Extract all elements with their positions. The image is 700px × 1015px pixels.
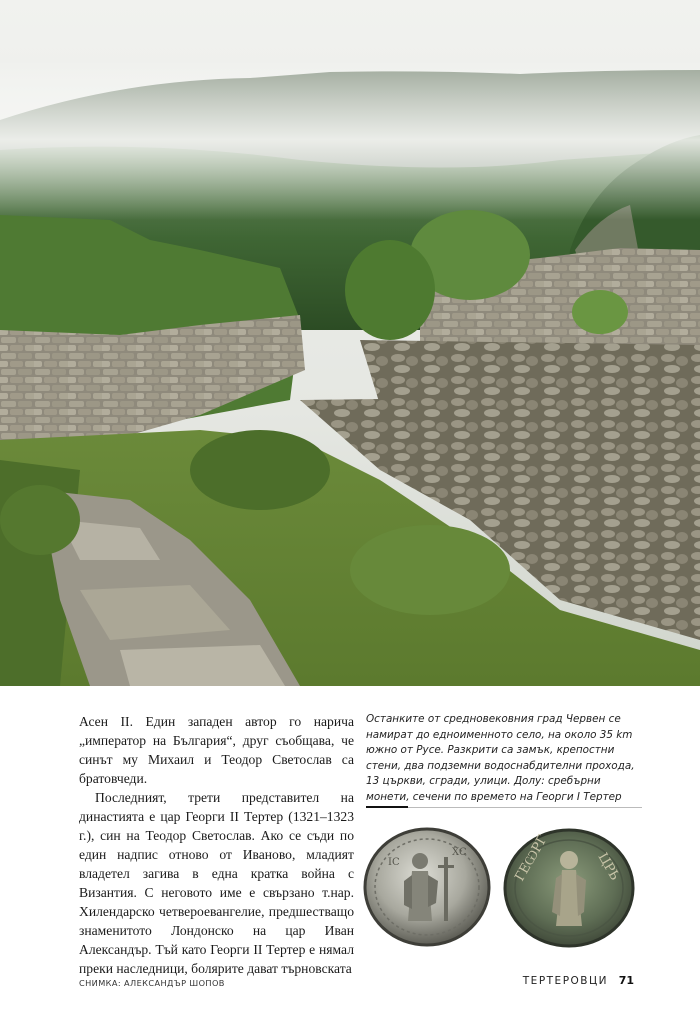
svg-text:ГЕѠРГ: ГЕѠРГ — [512, 832, 551, 884]
article-body — [79, 712, 354, 978]
photo-credit: СНИМКА: АЛЕКСАНДЪР ШОПОВ — [79, 978, 225, 988]
coin-reverse-image — [500, 826, 638, 950]
svg-text:ЦРЬ: ЦРЬ — [594, 850, 622, 883]
svg-text:IC: IC — [388, 857, 400, 868]
page-number: 71 — [618, 974, 634, 987]
caption-divider — [366, 806, 408, 808]
svg-text:XC: XC — [452, 847, 467, 858]
photo-caption: Останките от средновековния град Червен се намират до едноименното село, на около 35 km южно от Русе. Разкрити са замък, крепостни стени, два подземни водоснабдителни прохода, 13 църкви, сгради, улици. Долу: сребърни монети, сечени по времето на Георги I Тертер — [366, 713, 635, 803]
body-paragraph-2: Последният, трети представител на династията е цар Георги II Тертер (1321–1323 г.), син на Теодор Светослав. Ако се съди по един надпис отново от Иваново, младият владетел загива в една кратка война с Византия. С неговото име е свързано т.нар. Хилендарско четвероевангелие, предшестващо знаменитото Лондонско на цар Иван Александър. Тъй като Георги II Тертер е нямал преки наследници, болярите дават търновската — [79, 790, 354, 976]
section-title: ТЕРТЕРОВЦИ — [522, 975, 608, 987]
caption-divider-thin — [408, 807, 642, 808]
coin-obverse-image — [360, 825, 495, 950]
body-paragraph-1: Асен II. Един западен автор го нарича „император на България“, друг съобщава, че синът му Михаил и Теодор Светослав са братовчеди. — [79, 714, 354, 786]
